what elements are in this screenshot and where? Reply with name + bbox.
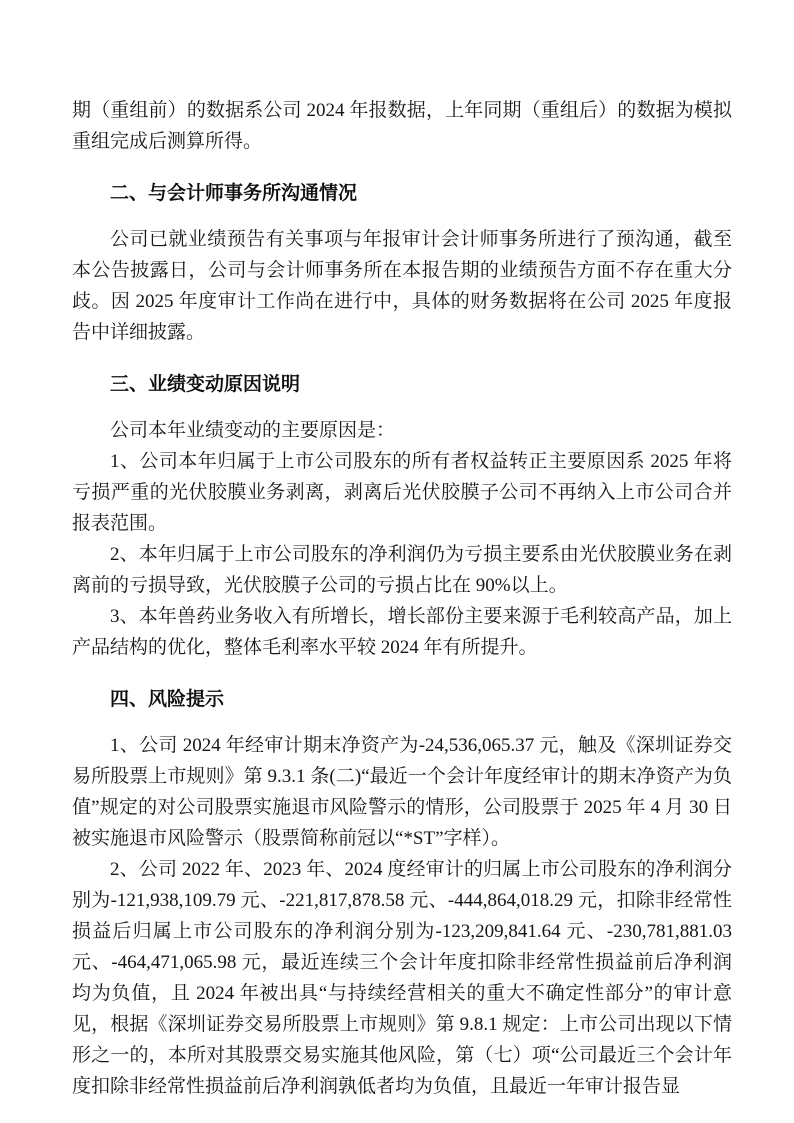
section-heading-auditor-communication: 二、与会计师事务所沟通情况: [110, 183, 358, 204]
paragraph-auditor-communication: 公司已就业绩预告有关事项与年报审计会计师事务所进行了预沟通，截至本公告披露日，公司与会计师事务所在本报告期的业绩预告方面不存在重大分歧。因 2025 年度审计工作尚在进行中，具体的财务数据将在公司 2025 年度报告中详细披露。: [72, 229, 732, 343]
paragraph-reason-2: 2、本年归属于上市公司股东的净利润仍为亏损主要系由光伏胶膜业务在剥离前的亏损导致，光伏胶膜子公司的亏损占比在 90%以上。: [72, 544, 732, 596]
section-heading-risk-warning: 四、风险提示: [110, 689, 225, 710]
paragraph-continuation: 期（重组前）的数据系公司 2024 年报数据，上年同期（重组后）的数据为模拟重组完成后测算所得。: [72, 100, 732, 152]
paragraph-reasons-intro: 公司本年业绩变动的主要原因是：: [110, 420, 396, 441]
paragraph-risk-2: 2、公司 2022 年、2023 年、2024 度经审计的归属上市公司股东的净利润分别为-121,938,109.79 元、-221,817,878.58 元、-444,864,018.29 元，扣除非经常性损益后归属上市公司股东的净利润分别为-123,209,841.64 元、-230,781,881.03 元、-464,471,065.98 元，最近连续三个会计年度扣除非经常性损益前后净利润均为负值，且 2024 年被出具“与持续经营相关的重大不确定性部分”的审计意见，根据《深圳证券交易所股票上市规则》第 9.8.1 规定：上市公司出现以下情形之一的，本所对其股票交易实施其他风险，第（七）项“公司最近三个会计年度扣除非经常性损益前后净利润孰低者均为负值，且最近一年审计报告显: [72, 859, 732, 1097]
paragraph-reason-1: 1、公司本年归属于上市公司股东的所有者权益转正主要原因系 2025 年将亏损严重的光伏胶膜业务剥离，剥离后光伏胶膜子公司不再纳入上市公司合并报表范围。: [72, 451, 732, 534]
paragraph-reason-3: 3、本年兽药业务收入有所增长，增长部份主要来源于毛利较高产品，加上产品结构的优化，整体毛利率水平较 2024 年有所提升。: [72, 606, 732, 658]
paragraph-risk-1: 1、公司 2024 年经审计期末净资产为-24,536,065.37 元，触及《深圳证券交易所股票上市规则》第 9.3.1 条(二)“最近一个会计年度经审计的期末净资产为负值”规定的对公司股票实施退市风险警示的情形，公司股票于 2025 年 4 月 30 日被实施退市风险警示（股票简称前冠以“*ST”字样）。: [72, 735, 732, 849]
section-heading-performance-change-reasons: 三、业绩变动原因说明: [110, 374, 301, 395]
